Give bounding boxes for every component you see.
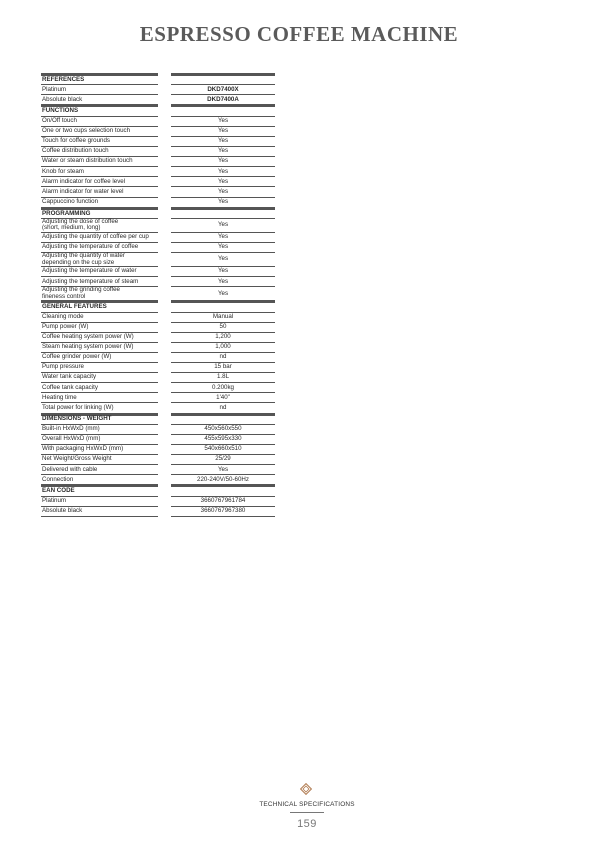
spec-label-text: Water tank capacity [42,373,97,381]
column-gap [158,393,171,403]
spec-label [41,393,158,403]
spec-label-text: Adjusting the temperature of steam [42,277,139,285]
column-gap [158,116,171,126]
spec-value: 1'40" [171,393,275,403]
column-gap [158,167,171,177]
column-gap [158,465,171,475]
spec-value: Yes [171,116,275,126]
spec-value: 1,000 [171,342,275,352]
spec-label-text: Coffee tank capacity [42,383,98,391]
spec-label-text: Steam heating system power (W) [42,343,134,351]
column-gap [158,85,171,95]
column-gap [158,363,171,373]
spec-label-text: Adjusting the quantity of coffee per cup [42,233,149,241]
spec-label-text: With packaging HxWxD (mm) [42,445,124,453]
spec-label-text: Alarm indicator for coffee level [42,177,126,185]
column-gap [158,342,171,352]
page-number: 159 [297,818,317,830]
spec-label [41,85,158,95]
spec-value: nd [171,352,275,362]
spec-label [41,95,158,106]
spec-row [41,363,275,373]
column-gap [158,208,171,218]
spec-label [41,218,158,232]
spec-label-text: Adjusting the quantity of water [42,252,125,260]
spec-row [41,136,275,146]
spec-value: 0.200kg [171,383,275,393]
spec-label [41,373,158,383]
spec-label [41,177,158,187]
spec-label [41,157,158,167]
spec-label [41,312,158,322]
spec-label-text: Built-in HxWxD (mm) [42,425,100,433]
spec-value: DKD7400X [171,85,275,95]
section-title: GENERAL FEATURES [41,302,158,312]
spec-row [41,177,275,187]
spec-value: Yes [171,147,275,157]
column-gap [158,352,171,362]
spec-value: Yes [171,157,275,167]
column-gap [158,136,171,146]
section-title: EAN CODE [41,486,158,496]
spec-table [41,73,275,517]
section-value-cell [171,486,275,496]
spec-value: Yes [171,126,275,136]
column-gap [158,445,171,455]
spec-row [41,383,275,393]
column-gap [158,373,171,383]
spec-row [41,187,275,197]
spec-row [41,475,275,486]
spec-label [41,167,158,177]
spec-label [41,403,158,414]
spec-value: Manual [171,312,275,322]
section-value-cell [171,414,275,424]
spec-label [41,424,158,434]
spec-row [41,312,275,322]
spec-label-text: Pump power (W) [42,322,89,330]
spec-label-text: Net Weight/Gross Weight [42,455,112,463]
column-gap [158,496,171,506]
spec-label-text: Cappuccino function [42,197,99,205]
spec-row [41,95,275,106]
spec-label-text: Coffee heating system power (W) [42,333,134,341]
spec-row [41,232,275,242]
section-value-cell [171,106,275,116]
spec-row [41,116,275,126]
column-gap [158,218,171,232]
spec-label [41,434,158,444]
spec-label-text: On/Off touch [42,117,77,125]
section-title: FUNCTIONS [41,106,158,116]
spec-label [41,287,158,302]
spec-label [41,322,158,332]
section-value-cell [171,75,275,85]
spec-label [41,496,158,506]
spec-label [41,267,158,277]
column-gap [158,434,171,444]
column-gap [158,277,171,287]
spec-value: 540x660x510 [171,445,275,455]
spec-label [41,445,158,455]
spec-value: Yes [171,465,275,475]
spec-row [41,85,275,95]
spec-label-text: Knob for steam [42,167,84,175]
spec-label-text: Absolute black [42,507,83,515]
spec-row [41,243,275,253]
spec-value: Yes [171,232,275,242]
spec-row [41,147,275,157]
spec-value: 3660767967380 [171,506,275,516]
spec-value: 1,200 [171,332,275,342]
spec-value: 50 [171,322,275,332]
spec-row [41,506,275,516]
spec-value: nd [171,403,275,414]
spec-row [41,287,275,302]
spec-label-text: Coffee distribution touch [42,147,109,155]
spec-value: Yes [171,218,275,232]
column-gap [158,253,171,267]
column-gap [158,455,171,465]
column-gap [158,197,171,208]
page-title: ESPRESSO COFFEE MACHINE [139,22,459,46]
column-gap [158,75,171,85]
spec-label [41,332,158,342]
spec-value: Yes [171,243,275,253]
column-gap [158,177,171,187]
section-value-cell [171,208,275,218]
spec-label [41,277,158,287]
spec-label-text: Heating time [42,393,77,401]
section-header [41,106,275,116]
spec-label-text: One or two cups selection touch [42,127,131,135]
spec-label-text: Alarm indicator for water level [42,187,124,195]
spec-label-text: Cleaning mode [42,312,84,320]
column-gap [158,187,171,197]
spec-value: Yes [171,197,275,208]
section-header [41,414,275,424]
spec-value: 1.8L [171,373,275,383]
spec-label [41,197,158,208]
spec-value: Yes [171,287,275,302]
column-gap [158,126,171,136]
section-value-cell [171,302,275,312]
spec-label [41,465,158,475]
spec-row [41,277,275,287]
column-gap [158,506,171,516]
spec-row [41,332,275,342]
column-gap [158,302,171,312]
spec-label-text-line2: depending on the cup size [42,258,115,266]
spec-label [41,147,158,157]
section-header [41,208,275,218]
section-header [41,75,275,85]
spec-label-text: Pump pressure [42,363,84,371]
section-title: REFERENCES [41,75,158,85]
section-title: DIMENSIONS - WEIGHT [41,414,158,424]
spec-value: Yes [171,136,275,146]
spec-row [41,253,275,267]
spec-row [41,218,275,232]
spec-row [41,322,275,332]
column-gap [158,95,171,106]
section-header [41,302,275,312]
spec-label-text: Platinum [42,496,67,504]
spec-label [41,253,158,267]
spec-row [41,403,275,414]
spec-value: 455x595x330 [171,434,275,444]
spec-label [41,352,158,362]
spec-label-text-line2: fineness control [42,292,86,300]
spec-value: 25/29 [171,455,275,465]
column-gap [158,147,171,157]
column-gap [158,403,171,414]
spec-label-text-line2: (short, medium, long) [42,224,101,232]
column-gap [158,243,171,253]
spec-label [41,455,158,465]
column-gap [158,232,171,242]
spec-label-text: Water or steam distribution touch [42,157,133,165]
column-gap [158,332,171,342]
spec-value: Yes [171,267,275,277]
diamond-logo-icon [300,783,312,795]
spec-row [41,496,275,506]
column-gap [158,424,171,434]
spec-label-text: Total power for linking (W) [42,403,114,411]
column-gap [158,383,171,393]
spec-label [41,126,158,136]
spec-label [41,187,158,197]
spec-label-text: Adjusting the temperature of coffee [42,243,139,251]
spec-row [41,126,275,136]
spec-label [41,363,158,373]
spec-row [41,352,275,362]
spec-label [41,136,158,146]
spec-label-text: Overall HxWxD (mm) [42,435,101,443]
spec-label-text: Adjusting the grinding coffee [42,286,120,294]
spec-label [41,342,158,352]
spec-value: Yes [171,187,275,197]
spec-value: Yes [171,253,275,267]
spec-label-text: Coffee grinder power (W) [42,353,112,361]
spec-value: Yes [171,167,275,177]
spec-row [41,342,275,352]
spec-label-text: Delivered with cable [42,465,98,473]
spec-label-text: Absolute black [42,95,83,103]
section-title: PROGRAMMING [41,208,158,218]
column-gap [158,157,171,167]
spec-label [41,243,158,253]
footer-label: TECHNICAL SPECIFICATIONS [259,801,355,808]
spec-row [41,267,275,277]
spec-value: 3660767961784 [171,496,275,506]
spec-label [41,475,158,486]
spec-label [41,383,158,393]
spec-label [41,232,158,242]
spec-value: Yes [171,277,275,287]
spec-value: DKD7400A [171,95,275,106]
spec-row [41,455,275,465]
spec-row [41,167,275,177]
spec-label-text: Adjusting the temperature of water [42,267,137,275]
spec-row [41,393,275,403]
column-gap [158,312,171,322]
spec-row [41,434,275,444]
section-header [41,486,275,496]
spec-value: Yes [171,177,275,187]
spec-row [41,197,275,208]
spec-label-text: Platinum [42,85,67,93]
column-gap [158,267,171,277]
spec-value: 15 bar [171,363,275,373]
footer-divider [290,812,324,813]
spec-row [41,465,275,475]
spec-row [41,373,275,383]
column-gap [158,475,171,486]
column-gap [158,486,171,496]
spec-row [41,424,275,434]
column-gap [158,414,171,424]
spec-value: 220-240V/50-60Hz [171,475,275,486]
spec-row [41,157,275,167]
column-gap [158,287,171,302]
spec-label [41,116,158,126]
spec-label-text: Touch for coffee grounds [42,137,110,145]
spec-value: 450x560x550 [171,424,275,434]
spec-label [41,506,158,516]
spec-label-text: Adjusting the dose of coffee [42,217,119,225]
spec-label-text: Connection [42,475,74,483]
spec-row [41,445,275,455]
column-gap [158,322,171,332]
column-gap [158,106,171,116]
